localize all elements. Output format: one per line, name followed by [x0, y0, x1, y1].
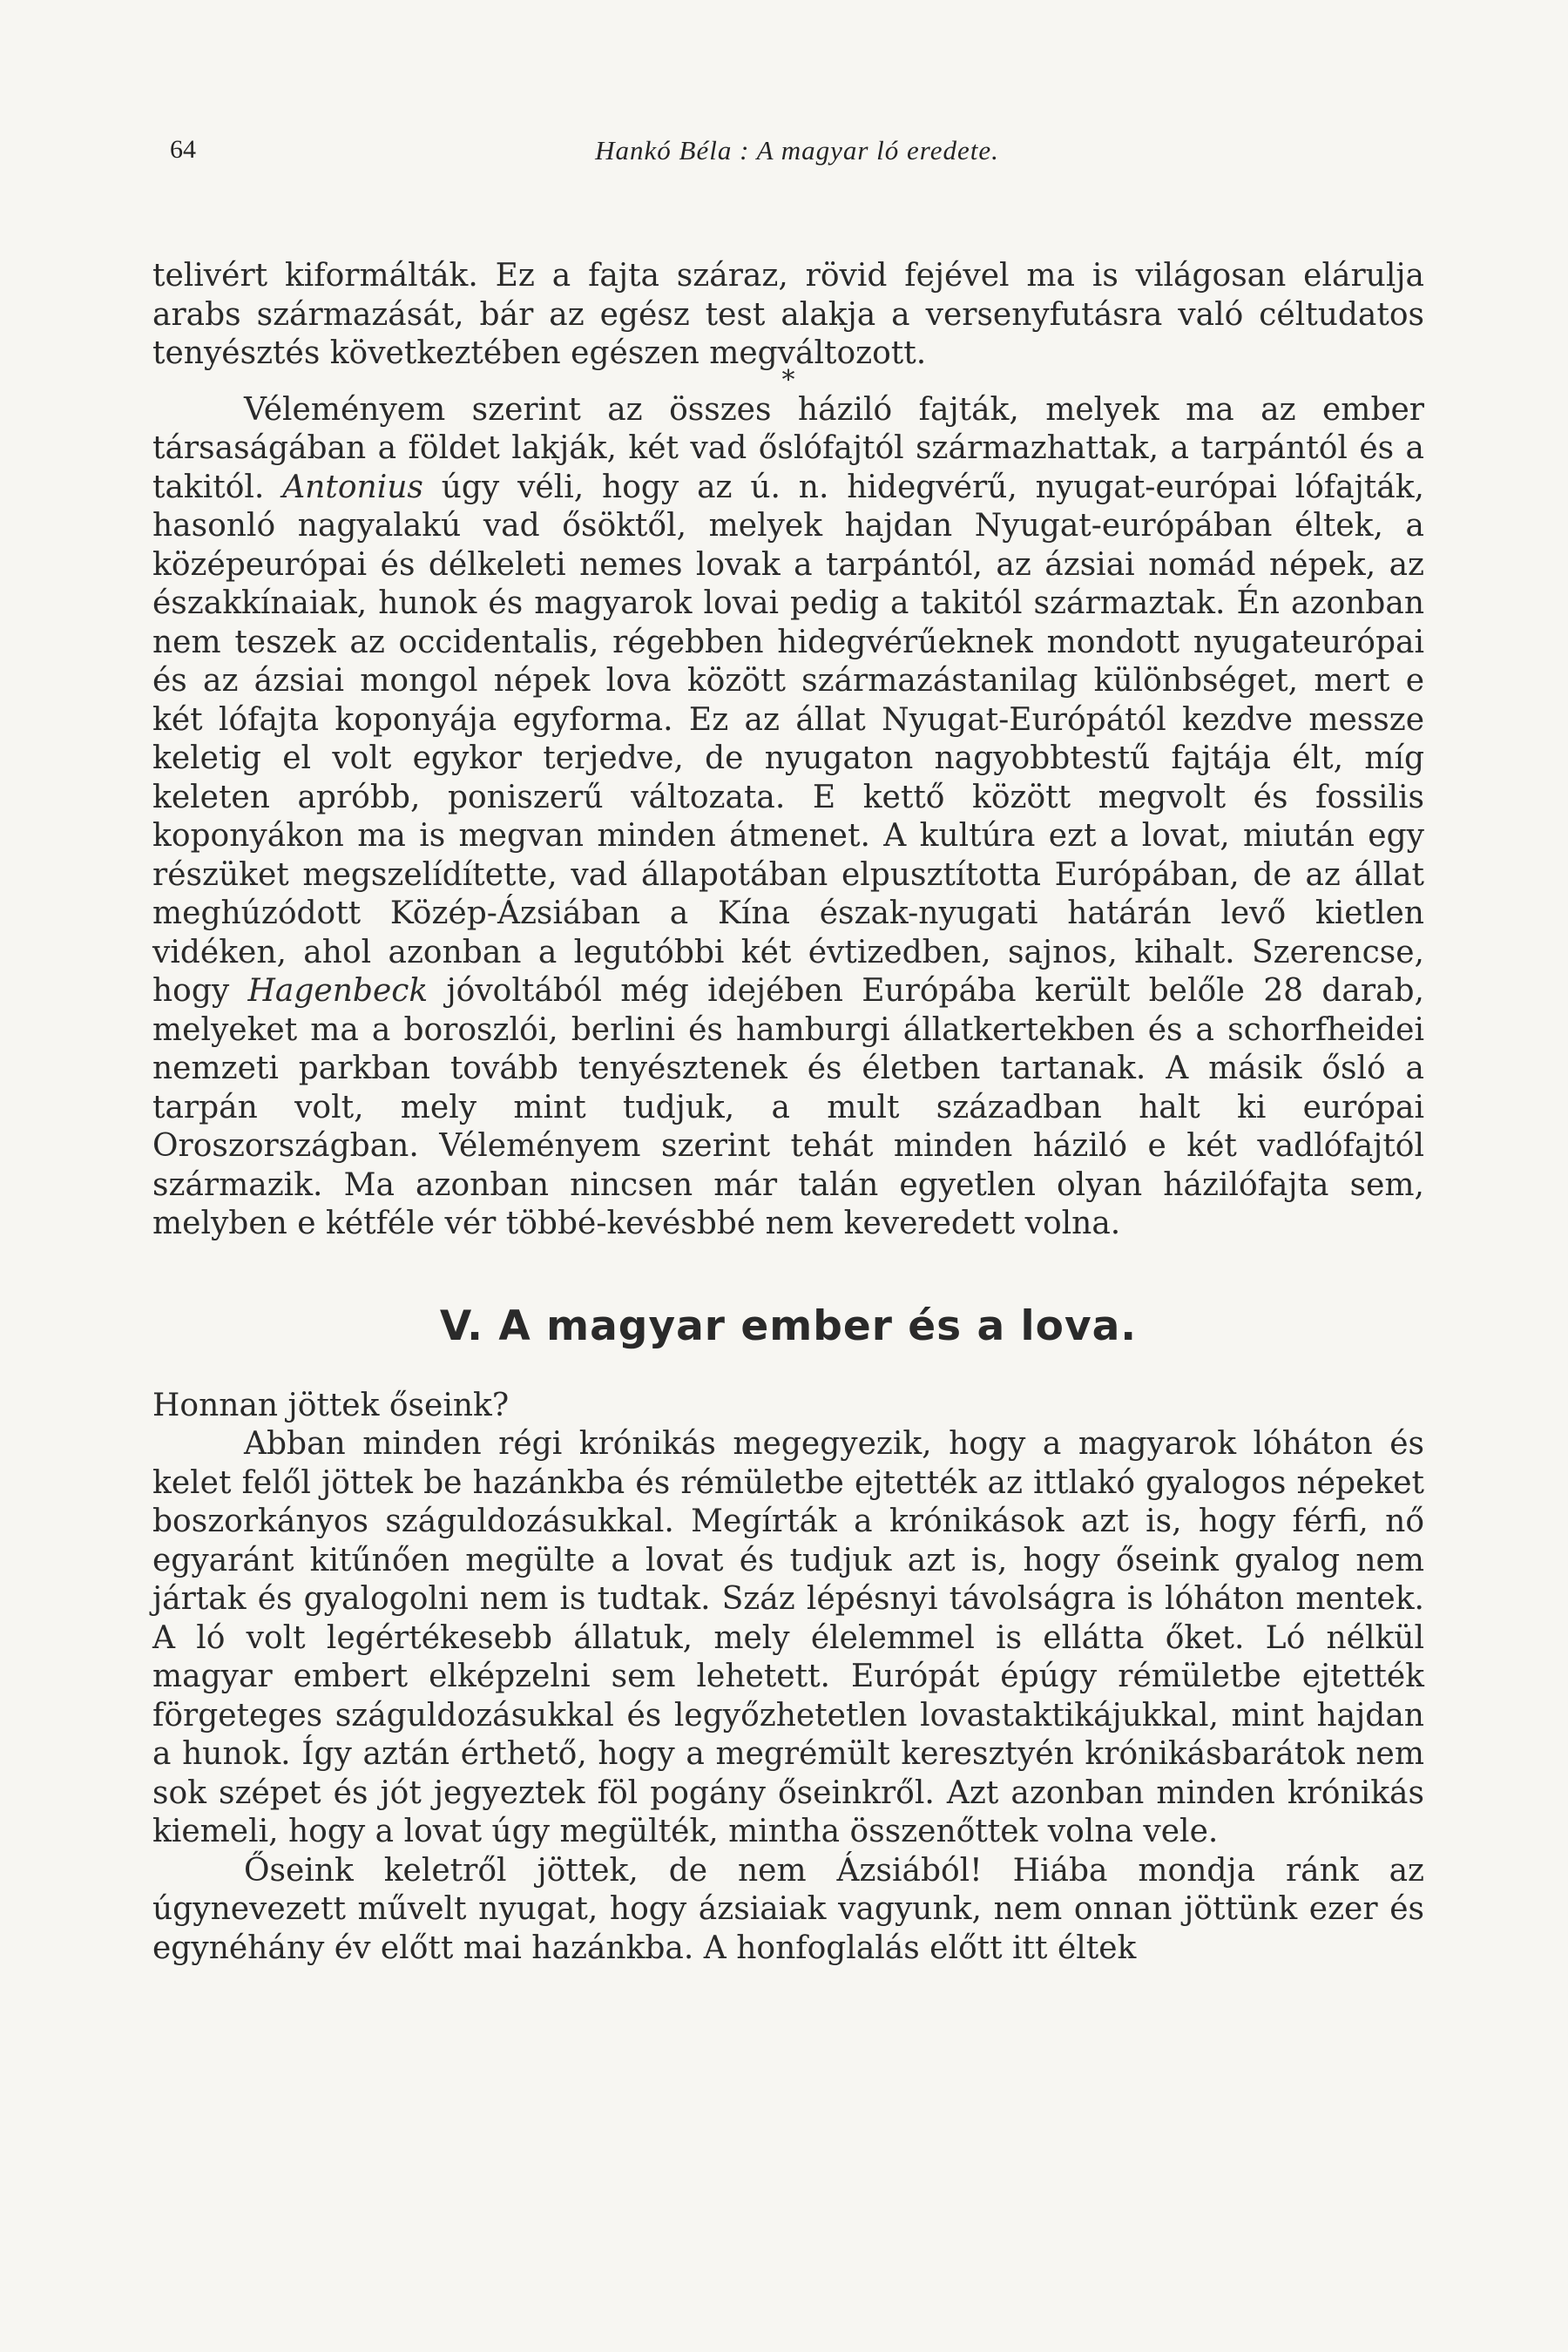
paragraph-text-c: jóvoltából még idejében Európába került belőle 28 darab, melyeket ma a boroszlói, berlini és hamburgi állatkertekben és a schorfheidei nemzeti parkban tovább tenyésztenek és életben tartanak. A másik ősló a tarpán volt, mely mint tudjuk, a mult században halt ki európai Oroszországban. Véleményem szerint tehát minden háziló e két vadlófajtól származik. Ma azonban nincsen már talán egyetlen olyan házilófajta sem, melyben e kétféle vér többé-kevésbbé nem keveredett volna.	[152, 973, 1424, 1241]
question-line: Honnan jöttek őseink?	[152, 1387, 510, 1423]
paragraph-chronicles: Abban minden régi krónikás megegyezik, hogy a magyarok lóháton és kelet felől jöttek be hazánkba és rémületbe ejtették az ittlakó gyalogos népeket boszorkányos száguldozásukkal. Megírták a krónikások azt is, hogy férfi, nő egyaránt kitűnően megülte a lovat és tudjuk azt is, hogy őseink gyalog nem jártak és gyalogolni nem is tudtak. Száz lépésnyi távolságra is lóháton mentek. A ló volt legértékesebb állatuk, mely élelemmel is ellátta őket. Ló nélkül magyar embert elképzelni sem lehetett. Európát épúgy rémületbe ejtették förgeteges száguldozásukkal és legyőzhetetlen lovastaktikájukkal, mint hajdan a hunok. Így aztán érthető, hogy a megrémült keresztyén krónikásbarátok nem sok szépet és jót jegyeztek föl pogány őseinkről. Azt azonban minden krónikás kiemeli, hogy a lovat úgy megülték, mintha összenőttek volna vele.	[152, 1426, 1424, 1849]
running-head	[170, 135, 1424, 179]
chapter-heading: V. A magyar ember és a lova.	[439, 1301, 1138, 1350]
body-text	[152, 257, 1424, 1968]
section-separator: *	[781, 364, 795, 395]
author-name-hagenbeck: Hagenbeck	[247, 973, 429, 1009]
paragraph-text-a: Véleményem szerint az összes háziló fajták, melyek ma az ember társaságában a földet lakják, két vad őslófajtól származhattak, a tarpántól és a takitól.	[152, 391, 1424, 505]
author-name-antonius: Antonius	[282, 469, 423, 505]
paragraph-continuation: telivért kiformálták. Ez a fajta száraz, rövid fejével ma is világosan elárulja arabs származását, bár az egész test alakja a versenyfutásra való céltudatos tenyésztés következtében egészen megváltozott.	[152, 258, 1424, 371]
running-title: Hankó Béla : A magyar ló eredete.	[595, 135, 999, 166]
paragraph-wild-horses	[152, 391, 1424, 1244]
page-number: 64	[170, 135, 196, 164]
paragraph-origin: Őseink keletről jöttek, de nem Ázsiából! Hiába mondja ránk az úgynevezett művelt nyugat, hogy ázsiaiak vagyunk, nem onnan jöttünk ezer és egynéhány év előtt mai hazánkba. A honfoglalás előtt itt éltek	[152, 1852, 1424, 1966]
paragraph-text-b: úgy véli, hogy az ú. n. hidegvérű, nyugat-európai lófajták, hasonló nagyalakú vad ősöktől, melyek hajdan Nyugat-európában éltek, a középeurópai és délkeleti nemes lovak a tarpántól, az ázsiai nomád népek, az északkínaiak, hunok és magyarok lovai pedig a takitól származtak. Én azonban nem teszek az occidentalis, régebben hidegvérűeknek mondott nyugateurópai és az ázsiai mongol népek lova között származástanilag különbséget, mert e két lófajta koponyája egyforma. Ez az állat Nyugat-Európától kezdve messze keletig el volt egykor terjedve, de nyugaton nagyobbtestű fajtája élt, míg keleten apróbb, poniszerű változata. E kettő között megvolt és fossilis koponyákon ma is megvan minden átmenet. A kultúra ezt a lovat, miután egy részüket megszelídítette, vad állapotában elpusztította Európában, de az állat meghúzódott Közép-Ázsiában a Kína észak-nyugati határán levő kietlen vidéken, ahol azonban a legutóbbi két évtizedben, sajnos, kihalt. Szerencse, hogy	[152, 469, 1424, 1009]
